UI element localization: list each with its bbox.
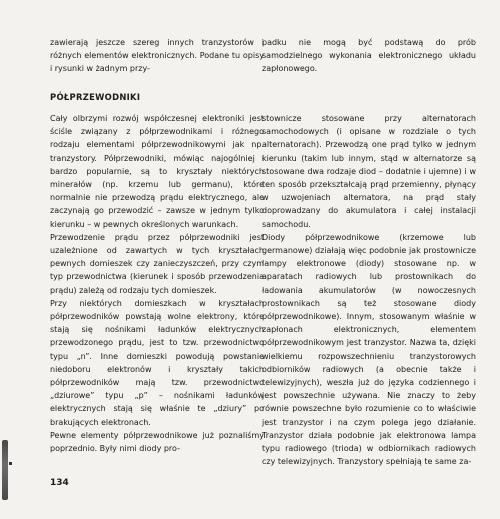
paragraph: Przewodzenie prądu przez półprzewodniki jest uzależnione od zawartych w tych kryształach pewnych domieszek czy zanieczyszczeń, przy czym typ przewodnictwa (kierunek i sposób przewodzenia prądu) zależą od rodzaju tych domieszek. (50, 232, 264, 295)
page-number: 134 (50, 478, 69, 488)
left-column (50, 112, 264, 455)
intro-text-right (262, 36, 476, 76)
intro-text-left (50, 36, 264, 76)
paragraph: Przy niektórych domieszkach w kryształach półprzewodników powstają wolne elektrony, które stają się nośnikami ładunków elektrycznych przewodzonego prądu, jest to tzw. przewodnictwo typu „n”. Inne domieszki powodują powstanie niedoboru elektronów i kryształy takich półprzewodników mają tzw. przewodnictwo „dziurowe” typu „p” – nośnikami ładunków elektrycznych stają się właśnie te „dziury” po brakujących elektronach. (50, 298, 264, 427)
paragraph: stownicze stosowane przy alternatorach samochodowych (i opisane w rozdziale o tych alternatorach). Przewodzą one prąd tylko w jednym kierunku (takim lub innym, stąd w alternatorze są stosowane dwa rodzaje diod – dodatnie i ujemne) i w ten sposób przekształcają prąd przemienny, płynący w uzwojeniach alternatora, na prąd stały doprowadzany do akumulatora i całej instalacji samochodu. (262, 114, 476, 229)
paragraph: zawierają jeszcze szereg innych tranzystorów i różnych elementów elektronicznych. Podane tu opisy i rysunki w żadnym przy- (50, 38, 264, 74)
paragraph: padku nie mogą być podstawą do prób samodzielnego wykonania elektronicznego układu zapłonowego. (262, 38, 476, 74)
paragraph: Cały olbrzymi rozwój współczesnej elektroniki jest ściśle związany z półprzewodnikami i różnego rodzaju elementami półprzewodnikowymi jak np. tranzystory. Półprzewodniki, mówiąc najogólniej i bardzo popularnie, są to kryształy niektórych minerałów (np. krzemu lub germanu), które normalnie nie przewodzą prądu elektrycznego, ale zaczynają go przewodzić – zawsze w jednym tylko kierunku – w pewnych określonych warunkach. (50, 114, 264, 229)
right-column (262, 112, 476, 468)
paragraph: Pewne elementy półprzewodnikowe już poznaliśmy poprzednio. Były nimi diody pro- (50, 430, 264, 454)
section-heading: PÓŁPRZEWODNIKI (50, 92, 141, 102)
binding-mark-dot (9, 462, 12, 465)
paragraph: Diody półprzewodnikowe (krzemowe lub germanowe) działają więc podobnie jak prostownicze lampy elektronowe (diody) stosowane np. w aparatach radiowych lub prostownikach do ładowania akumulatorów (w nowoczesnych prostownikach są też stosowane diody półprzewodnikowe). Innym, stosowanym właśnie w zapłonach elektronicznych, elementem półprzewodnikowym jest tranzystor. Nazwa ta, dzięki wielkiemu rozpowszechnieniu tranzystorowych odbiorników radiowych (a obecnie także i telewizyjnych), weszła już do języka codziennego i jest powszechnie używana. Nie znaczy to żeby równie powszechne było rozumienie co to właściwie jest tranzystor i na czym polega jego działanie. Tranzystor działa podobnie jak elektronowa lampa typu radiowego (trioda) w odbiornikach radiowych czy telewizyjnych. Tranzystory spełniają te same za- (262, 232, 476, 467)
binding-shadow (2, 440, 8, 500)
